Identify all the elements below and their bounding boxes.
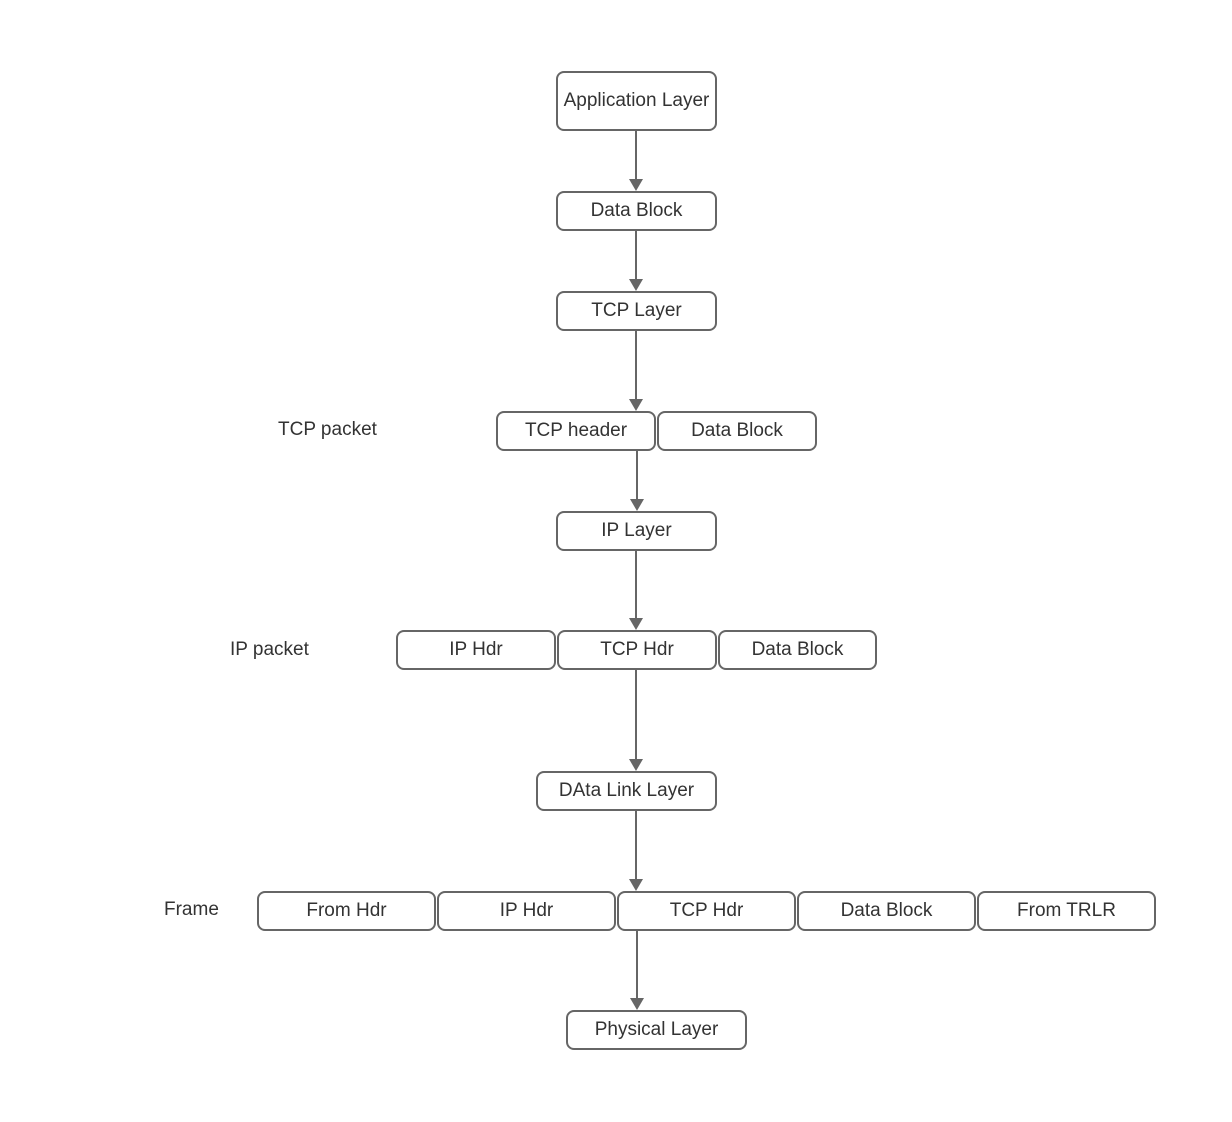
arrow-frame-to-physical: [636, 931, 638, 998]
node-data-block-top: [556, 191, 717, 231]
node-frame-tcp-hdr: [617, 891, 796, 931]
arrow-datalink-to-frame: [635, 811, 637, 879]
node-label: Data Block: [590, 200, 683, 221]
node-ip-hdr: [396, 630, 556, 670]
node-ip-layer: [556, 511, 717, 551]
node-label: Data Block: [691, 420, 783, 441]
node-label: TCP header: [524, 420, 628, 441]
node-label: TCP Hdr: [669, 900, 744, 921]
arrow-ippacket-to-datalink: [635, 670, 637, 759]
node-data-link-layer: [536, 771, 717, 811]
node-label: Data Block: [840, 900, 933, 921]
node-label: Physical Layer: [594, 1019, 719, 1040]
node-ip-packet-data-block: [718, 630, 877, 670]
label-ip-packet: IP packet: [230, 639, 309, 660]
node-frame-ip-hdr: [437, 891, 616, 931]
label-frame: Frame: [164, 899, 219, 920]
node-label: IP Hdr: [499, 900, 554, 921]
node-label: TCP Hdr: [600, 639, 674, 660]
node-physical-layer: [566, 1010, 747, 1050]
arrow-application-to-datablock: [635, 131, 637, 179]
node-label: IP Layer: [601, 520, 672, 541]
node-label: From TRLR: [1017, 900, 1116, 921]
node-tcp-header: [496, 411, 656, 451]
arrow-ip-to-ippacket: [635, 551, 637, 618]
node-from-trlr: [977, 891, 1156, 931]
arrow-tcppacket-to-ip: [636, 451, 638, 499]
node-label: TCP Layer: [591, 300, 682, 321]
node-label: From Hdr: [306, 900, 387, 921]
node-ip-packet-tcp-hdr: [557, 630, 717, 670]
node-label: IP Hdr: [449, 639, 503, 660]
node-label: DAta Link Layer: [558, 780, 695, 801]
node-tcp-packet-data-block: [657, 411, 817, 451]
node-application-layer: [556, 71, 717, 131]
label-tcp-packet: TCP packet: [278, 419, 377, 440]
node-from-hdr: [257, 891, 436, 931]
arrow-tcp-to-tcppacket: [635, 331, 637, 399]
arrow-datablock-to-tcp: [635, 231, 637, 279]
node-tcp-layer: [556, 291, 717, 331]
node-frame-data-block: [797, 891, 976, 931]
node-label: Data Block: [751, 639, 844, 660]
node-label: Application Layer: [563, 90, 710, 111]
